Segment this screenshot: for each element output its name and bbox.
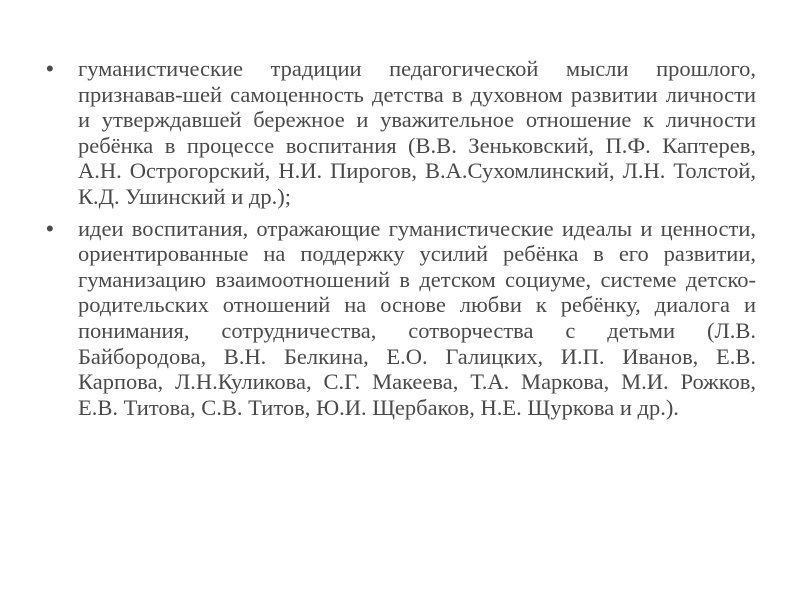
bullet-item-humanistic-traditions [46,56,756,210]
bullet-icon: • [46,215,54,241]
bullet-icon: • [46,56,54,81]
bullet-item-upbringing-ideas [46,216,756,421]
bullet-text: гуманистические традиции педагогической мысли прошлого, признавав-шей самоценность детства в духовном развитии личности и утверждавшей бережное и уважительное отношение к личности ребёнка в процессе воспитания (В.В. Зеньковский, П.Ф. Каптерев, А.Н. Острогорский, Н.И. Пирогов, В.А.Сухомлинский, Л.Н. Толстой, К.Д. Ушинский и др.); [78,56,756,209]
bullet-text: идеи воспитания, отражающие гуманистические идеалы и ценности, ориентированные на поддержку усилий ребёнка в его развитии, гуманизацию взаимоотношений в детском социуме, системе детско-родительских отношений на основе любви к ребёнку, диалога и понимания, сотрудничества, сотворчества с детьми (Л.В. Байбородова, В.Н. Белкина, Е.О. Галицких, И.П. Иванов, Е.В. Карпова, Л.Н.Куликова, С.Г. Макеева, Т.А. Маркова, М.И. Рожков, Е.В. Титова, С.В. Титов, Ю.И. Щербаков, Н.Е. Щуркова и др.). [78,215,756,420]
bullet-list [46,56,756,426]
